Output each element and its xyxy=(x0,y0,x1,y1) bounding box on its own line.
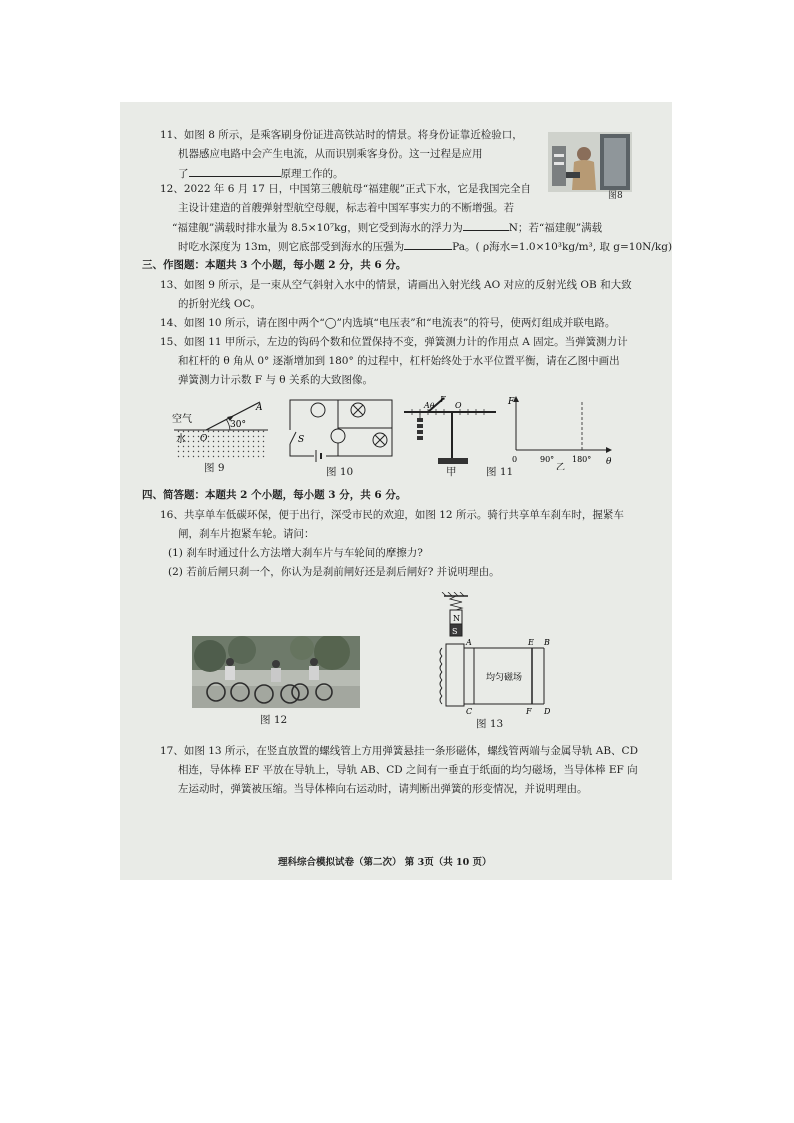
point-o-label: O xyxy=(200,434,208,444)
fig10-caption: 图 10 xyxy=(326,466,354,478)
fig12-photo xyxy=(192,636,360,708)
section3-heading: 三、作图题：本题共 3 个小题，每小题 2 分，共 6 分。 xyxy=(142,259,407,271)
q15-line3: 弹簧测力计示数 F 与 θ 关系的大致图像。 xyxy=(178,374,373,386)
q12-line3 xyxy=(172,220,602,235)
lever-o-label: O xyxy=(455,401,462,410)
q11-line1: 11、如图 8 所示，是乘客刷身份证进高铁站时的情景。将身份证靠近检验口， xyxy=(160,129,523,141)
point-a: A xyxy=(466,638,472,647)
q12-line3-suffix: N；若“福建舰”满载 xyxy=(508,222,603,234)
graph-90-label: 90° xyxy=(540,455,555,464)
q11-line3-suffix: 原理工作的。 xyxy=(280,168,344,180)
q15-line2: 和杠杆的 θ 角从 0° 逐渐增加到 180° 的过程中，杠杆始终处于水平位置平衡，请在乙图中画出 xyxy=(178,355,620,367)
spring xyxy=(450,596,462,610)
angle-label: 30° xyxy=(230,420,246,430)
lever-theta-label: θ xyxy=(430,402,435,410)
q12-line2: 主设计建造的首艘弹射型航空母舰，标志着中国军事实力的不断增强。若 xyxy=(178,202,514,214)
q12-line4 xyxy=(178,239,672,254)
q11-line3-prefix: 了 xyxy=(178,168,189,180)
q16-sub2: (2) 若前后闸只刹一个，你认为是刹前闸好还是刹后闸好? 并说明理由。 xyxy=(168,566,500,578)
q11-answer-blank[interactable] xyxy=(189,166,281,177)
point-f: F xyxy=(526,707,532,716)
lever-f-label: F xyxy=(440,395,446,404)
fig13-caption: 图 13 xyxy=(476,718,504,730)
fig12-caption: 图 12 xyxy=(260,714,288,726)
fig9-diagram xyxy=(172,400,272,458)
point-e: E xyxy=(528,638,534,647)
fig11-caption: 图 11 xyxy=(486,466,514,478)
graph-yi-label: 乙 xyxy=(556,463,566,470)
q13-line2: 的折射光线 OC。 xyxy=(178,298,261,310)
hook-weight xyxy=(417,418,423,422)
q11-line2: 机器感应电路中会产生电流，从而识别乘客身份。这一过程是应用 xyxy=(178,148,483,160)
q11-line3 xyxy=(178,166,344,181)
page-footer: 理科综合模拟试卷（第二次） 第 3页（共 10 页） xyxy=(278,857,492,868)
q12-buoyancy-blank[interactable] xyxy=(463,220,509,231)
point-d: D xyxy=(544,707,551,716)
fig11-lever xyxy=(400,394,500,466)
q16-line2: 闸，刹车片抱紧车轮。请问： xyxy=(178,528,315,540)
lever-a-label: A xyxy=(424,401,430,410)
water-region xyxy=(176,430,266,458)
q12-pressure-blank[interactable] xyxy=(404,239,452,250)
fig10-circuit xyxy=(284,396,398,462)
graph-180-label: 180° xyxy=(572,455,592,464)
fig11-graph[interactable] xyxy=(506,392,614,470)
q17-line3: 左运动时，弹簧被压缩。当导体棒向右运动时，请判断出弹簧的形变情况，并说明理由。 xyxy=(178,783,588,795)
magnet-n-label: N xyxy=(453,614,460,623)
fig11-jia-label: 甲 xyxy=(446,466,457,478)
switch-label: S xyxy=(298,435,305,445)
q12-line1: 12、2022 年 6 月 17 日，中国第三艘航母“福建舰”正式下水，它是我国完全自 xyxy=(160,183,532,195)
meter-circle-middle[interactable] xyxy=(331,429,345,443)
point-b: B xyxy=(544,638,550,647)
q17-line1: 17、如图 13 所示，在竖直放置的螺线管上方用弹簧悬挂一条形磁体，螺线管两端与金属导轨 AB、CD xyxy=(160,745,638,757)
fig8-photo xyxy=(548,132,632,192)
point-c: C xyxy=(466,707,473,716)
field-label: 均匀磁场 xyxy=(486,673,523,683)
point-a-label: A xyxy=(256,403,263,413)
q12-line4-prefix: 时吃水深度为 13m，则它底部受到海水的压强为 xyxy=(178,241,405,253)
q16-sub1: (1) 刹车时通过什么方法增大刹车片与车轮间的摩擦力? xyxy=(168,547,423,559)
graph-theta-label: θ xyxy=(606,457,612,467)
q15-line1: 15、如图 11 甲所示，左边的钩码个数和位置保持不变，弹簧测力计的作用点 A 固定。当弹簧测力计 xyxy=(160,336,628,348)
solenoid xyxy=(446,644,464,706)
q12-line4-suffix: Pa。( ρ海水=1.0×10³kg/m³, 取 g=10N/kg) xyxy=(452,241,672,253)
water-label: 水 xyxy=(176,434,186,445)
q16-line1: 16、共享单车低碳环保，便于出行，深受市民的欢迎，如图 12 所示。骑行共享单车刹车时，握紧车 xyxy=(160,509,624,521)
section4-heading: 四、简答题：本题共 2 个小题，每小题 3 分，共 6 分。 xyxy=(142,489,407,501)
fig9-caption: 图 9 xyxy=(204,462,225,474)
air-label: 空气 xyxy=(172,414,192,425)
meter-circle-top[interactable] xyxy=(311,403,325,417)
magnet-s-label: S xyxy=(452,627,458,636)
q17-line2: 相连，导体棒 EF 平放在导轨上，导轨 AB、CD 之间有一垂直于纸面的均匀磁场，当导体棒 EF 向 xyxy=(178,764,638,776)
fig8-label: 图8 xyxy=(608,191,623,201)
exam-page xyxy=(120,102,672,880)
q13-line1: 13、如图 9 所示，是一束从空气斜射入水中的情景，请画出入射光线 AO 对应的反射光线 OB 和大致 xyxy=(160,279,632,291)
fig13-diagram xyxy=(420,592,560,716)
q12-line3-prefix: “福建舰”满载时排水量为 8.5×10⁷kg，则它受到海水的浮力为 xyxy=(172,222,463,234)
graph-f-label: F xyxy=(508,397,515,407)
graph-origin-label: 0 xyxy=(512,455,518,464)
q14-line1: 14、如图 10 所示，请在图中两个“◯”内选填“电压表”和“电流表”的符号，使两灯组成并联电路。 xyxy=(160,317,616,329)
